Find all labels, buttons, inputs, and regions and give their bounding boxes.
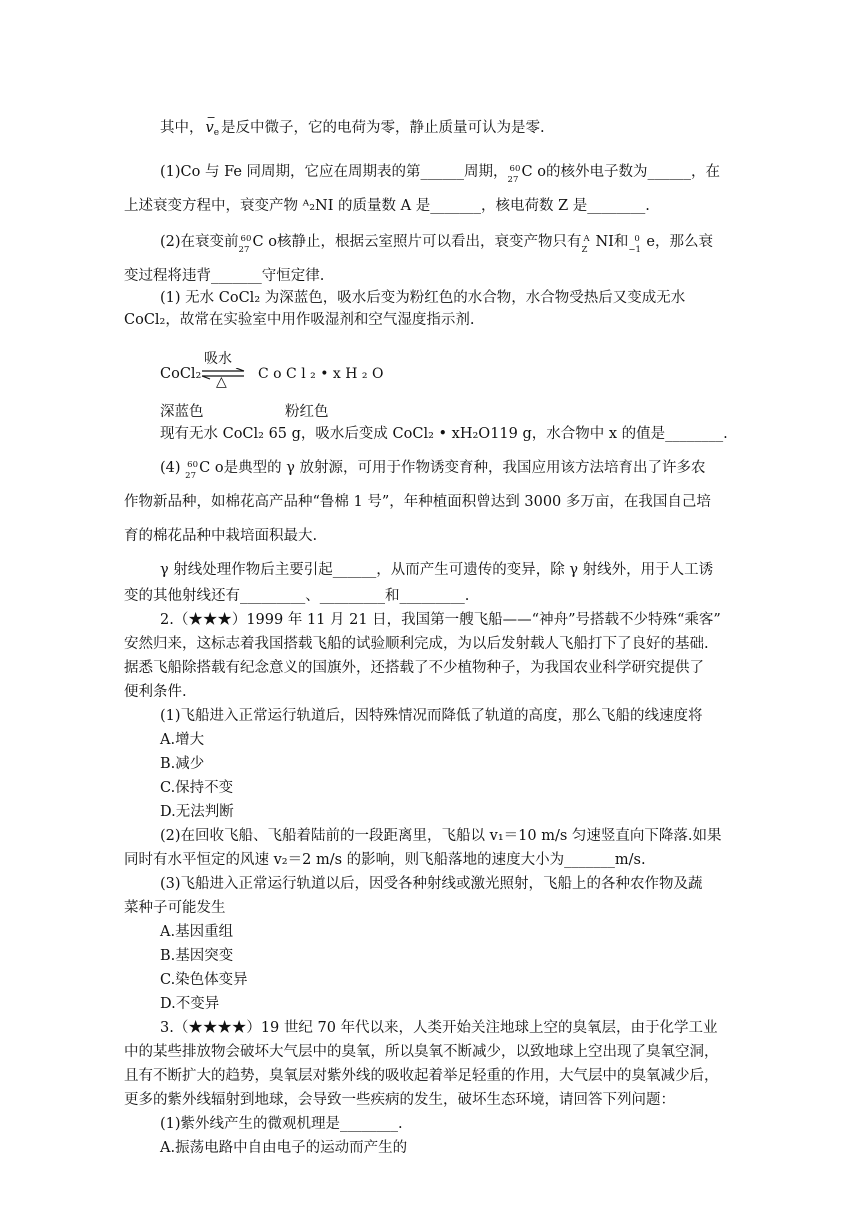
q2-line1: (2)在衰变前 60 27 C o核静止，根据云室照片可以看出，衰变产物只有 A Z NI和 0 −1 e，那么衰	[160, 234, 713, 255]
p3-line4: 更多的紫外线辐射到地球，会导致一些疾病的发生，破坏生态环境，请回答下列问题：	[124, 1092, 675, 1108]
electron-symbol: 0 −1	[628, 234, 641, 255]
p2-sub3-option: A.基因重组	[160, 924, 234, 940]
p2-sub3-option: C.染色体变异	[160, 972, 248, 988]
antineutrino-symbol: − $v_e$	[205, 111, 220, 138]
q4-line4: γ 射线处理作物后主要引起______，从而产生可遗传的变异，除 γ 射线外，用于人工诱	[160, 562, 714, 578]
p2-sub3-line2: 菜种子可能发生	[124, 900, 226, 916]
p2-sub1: (1)飞船进入正常运行轨道后，因特殊情况而降低了轨道的高度，那么飞船的线速度将	[160, 708, 703, 724]
p3-line2: 中的某些排放物会破坏大气层中的臭氧，所以臭氧不断减少，以致地球上空出现了臭氧空洞，	[124, 1044, 719, 1060]
p2-sub1-option: A.增大	[160, 732, 205, 748]
color-label-left: 深蓝色	[160, 404, 204, 420]
product-formula: C o C l ₂ • x H ₂ O	[258, 366, 384, 382]
p2-line4: 便利条件.	[124, 684, 187, 700]
q4-line1: (4) 60 27 C o是典型的 γ 放射源，可用于作物诱变育种，我国应用该方法培育出了许多农	[160, 460, 706, 481]
q4-line3: 育的棉花品种中栽培面积最大.	[124, 528, 318, 544]
p2-sub1-option: D.无法判断	[160, 804, 234, 820]
p2-sub2-line1: (2)在回收飞船、飞船着陆前的一段距离里，飞船以 v₁＝10 m/s 匀速竖直向下降落.如果	[160, 828, 722, 844]
p2-line3: 据悉飞船除搭载有纪念意义的国旗外，还搭载了不少植物种子，为我国农业科学研究提供了	[124, 660, 704, 676]
p2-sub1-option: C.保持不变	[160, 780, 234, 796]
p2-sub3-line1: (3)飞船进入正常运行轨道以后，因受各种射线或激光照射，飞船上的各种农作物及蔬	[160, 876, 703, 892]
p2-sub3-option: D.不变异	[160, 996, 220, 1012]
cocl2-line2: CoCl₂，故常在实验室中用作吸湿剂和空气湿度指示剂.	[124, 312, 475, 328]
p2-line2: 安然归来，这标志着我国搭载飞船的试验顺利完成，为以后发射载人飞船打下了良好的基础.	[124, 636, 709, 652]
p3-line3: 且有不断扩大的趋势，臭氧层对紫外线的吸收起着举足轻重的作用，大气层中的臭氧减少后，	[124, 1068, 719, 1084]
p2-sub1-option: B.减少	[160, 756, 205, 772]
cobalt-60-nuclide: 60 27	[238, 234, 252, 255]
p3-sub1: (1)紫外线产生的微观机理是________.	[160, 1116, 403, 1132]
cobalt-60-nuclide: 60 27	[185, 460, 198, 481]
q1-line2: 上述衰变方程中，衰变产物 ᴬ₂NI 的质量数 A 是_______，核电荷数 Z 是________.	[124, 198, 650, 214]
q4-line5: 变的其他射线还有_________、_________和_________.	[124, 588, 470, 604]
cocl2-calc-line: 现有无水 CoCl₂ 65 g，吸水后变成 CoCl₂ • xH₂O119 g，水合物中 x 的值是________.	[160, 426, 728, 442]
intro-prefix: 其中，	[160, 120, 204, 136]
cobalt-60-nuclide: 60 27	[507, 164, 521, 185]
color-label-right: 粉红色	[285, 404, 329, 420]
p3-line1: 3.（★★★★）19 世纪 70 年代以来，人类开始关注地球上空的臭氧层，由于化学工业	[160, 1020, 718, 1036]
arrow-label-below: △	[216, 374, 227, 390]
reversible-arrow	[200, 350, 246, 390]
nickel-nuclide: A Z	[581, 234, 590, 255]
q2-line2: 变过程将违背_______守恒定律.	[124, 268, 325, 284]
p2-line1: 2.（★★★）1999 年 11 月 21 日，我国第一艘飞船——“神舟”号搭载不少特殊“乘客”	[160, 612, 721, 628]
q4-line2: 作物新品种，如棉花高产品种“鲁棉 1 号”，年种植面积曾达到 3000 多万亩，在我国自己培	[124, 494, 711, 510]
p2-sub2-line2: 同时有水平恒定的风速 v₂＝2 m/s 的影响，则飞船落地的速度大小为_______m/s.	[124, 852, 646, 868]
p3-sub1-option: A.振荡电路中自由电子的运动而产生的	[160, 1140, 408, 1156]
reactant-formula: CoCl₂	[160, 366, 202, 382]
arrow-label-above: 吸水	[204, 351, 232, 367]
intro-line	[160, 111, 545, 143]
intro-suffix: 是反中微子，它的电荷为零，静止质量可认为是零.	[221, 120, 545, 136]
cocl2-line1: (1) 无水 CoCl₂ 为深蓝色，吸水后变为粉红色的水合物，水合物受热后又变成无水	[160, 290, 686, 306]
p2-sub3-option: B.基因突变	[160, 948, 234, 964]
q1-line1: (1)Co 与 Fe 同周期，它应在周期表的第______周期， 60 27 C o的核外电子数为______，在	[160, 164, 720, 185]
